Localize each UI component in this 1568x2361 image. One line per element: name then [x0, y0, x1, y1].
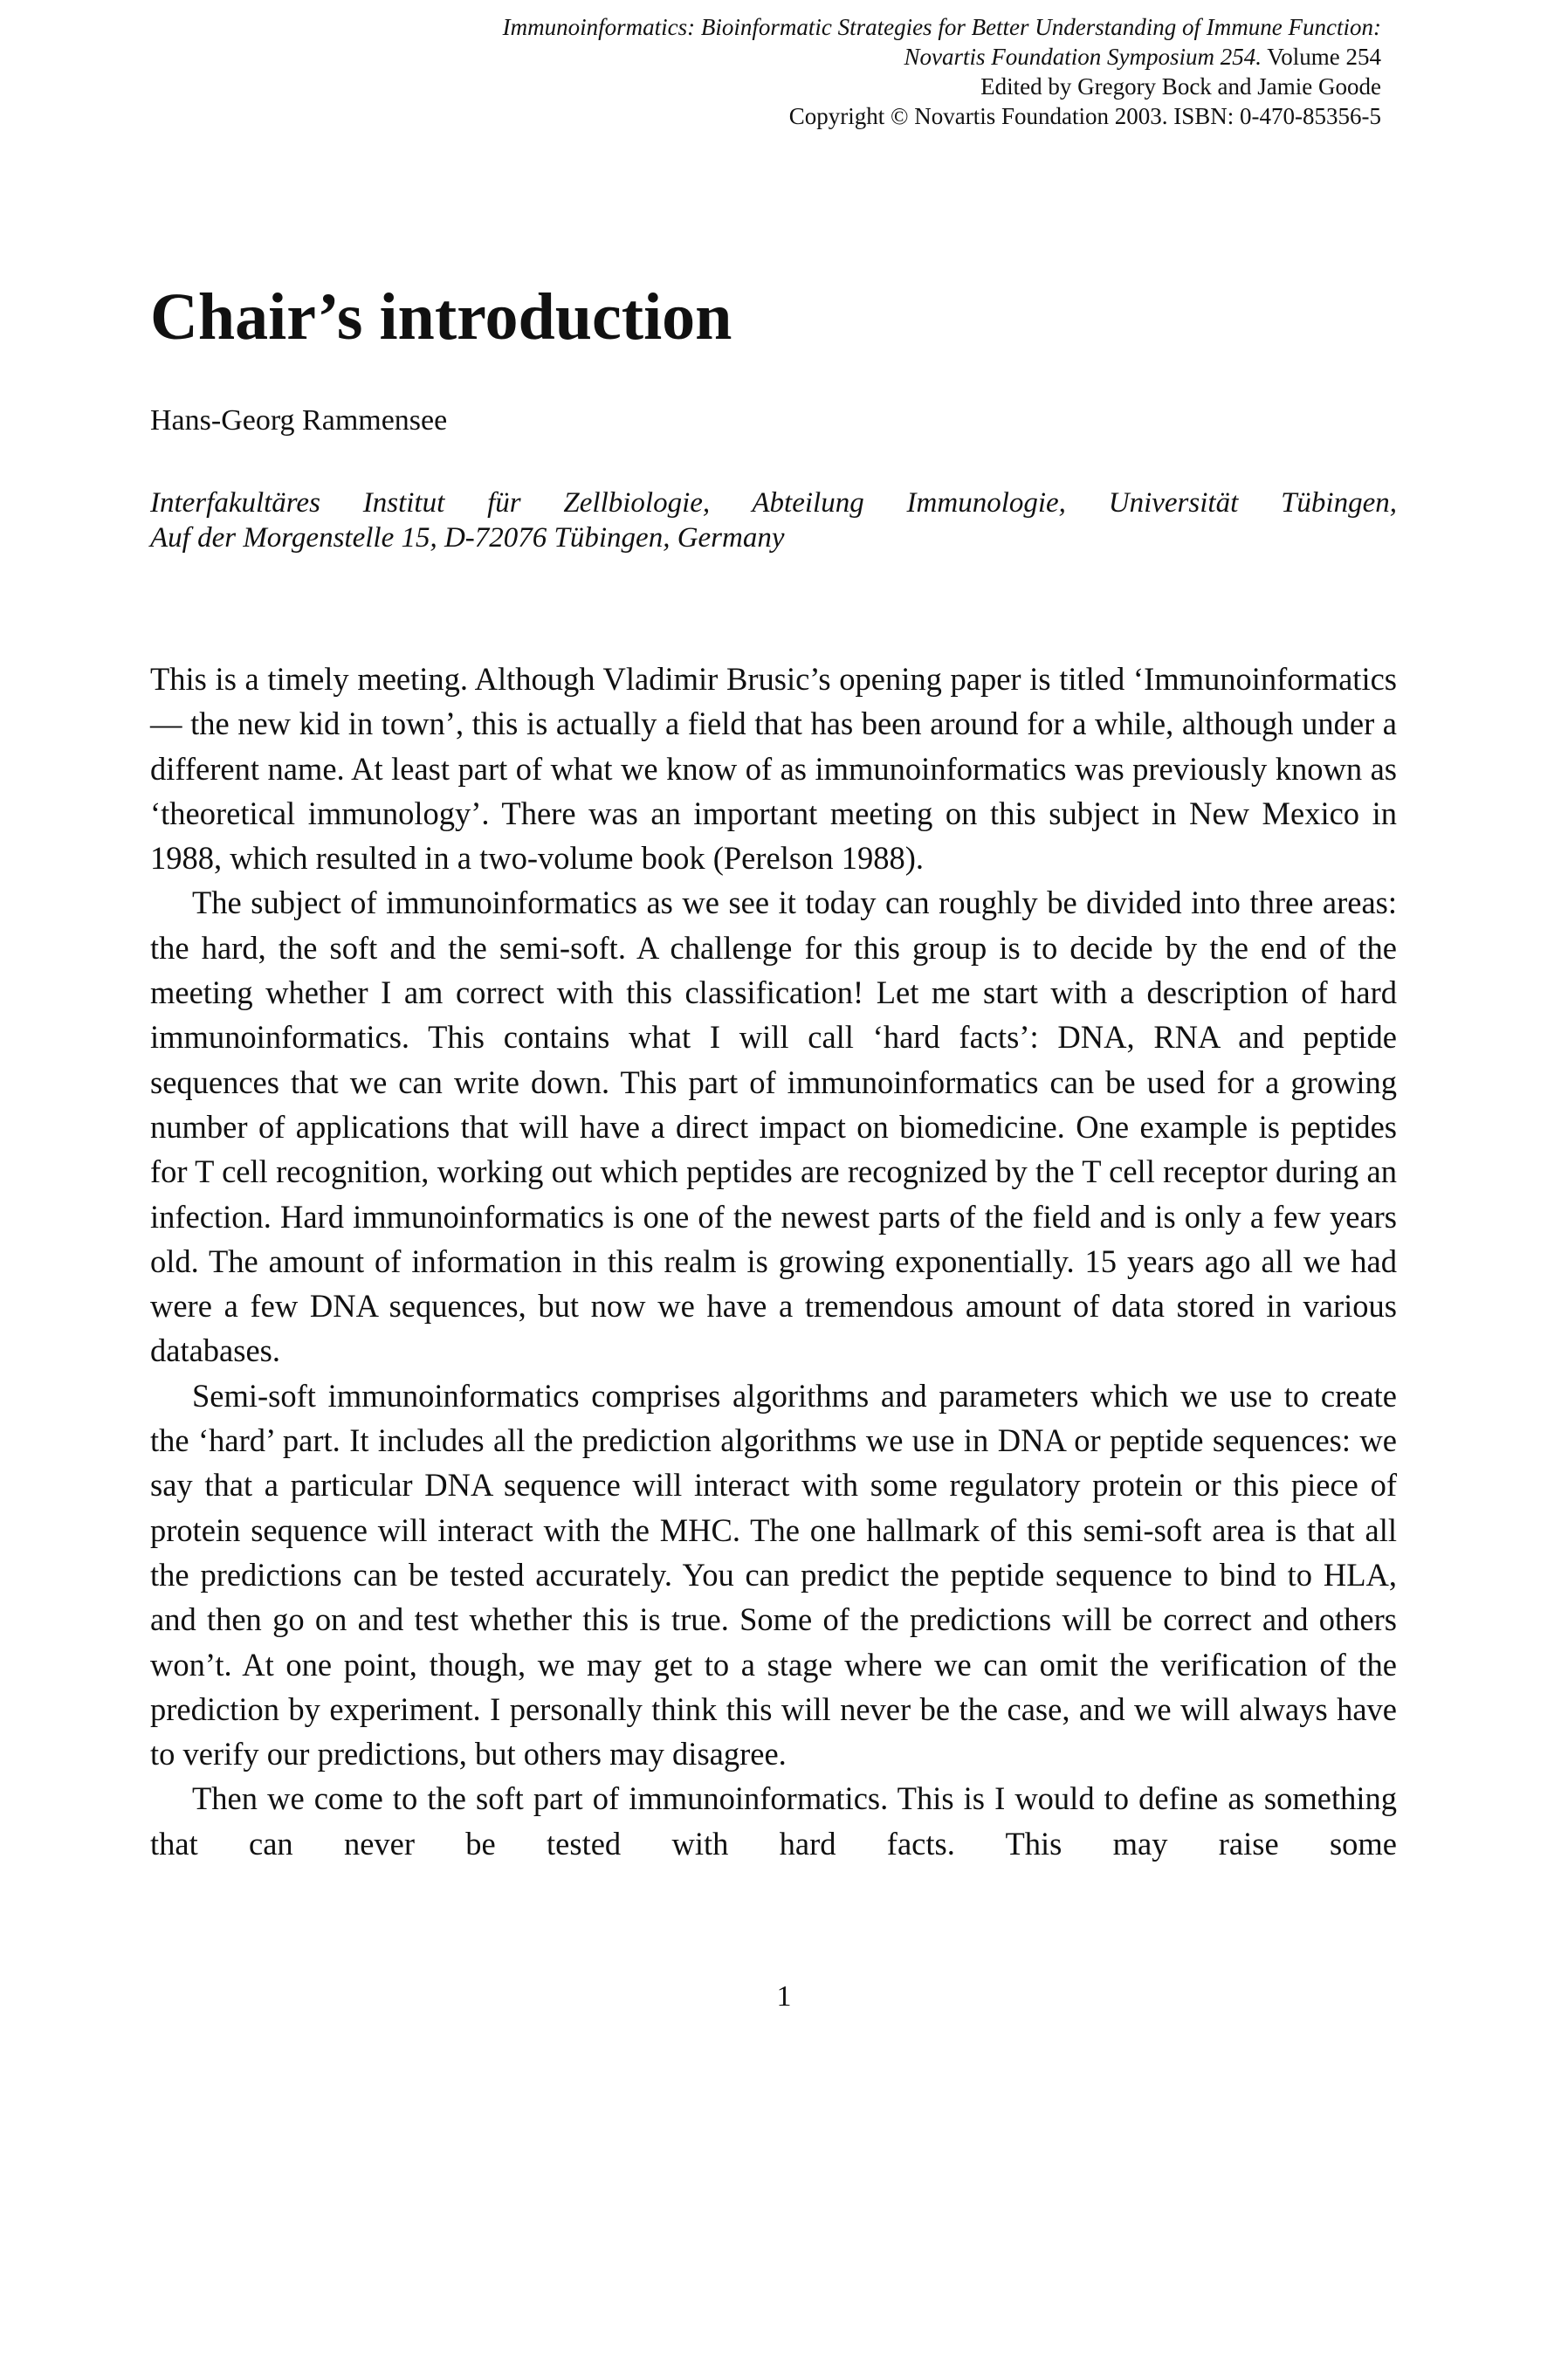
running-header	[503, 12, 1381, 131]
page-number: 1	[776, 1980, 792, 2013]
author-name: Hans-Georg Rammensee	[150, 404, 448, 437]
author-affiliation	[150, 485, 1397, 555]
body-paragraph: Semi-soft immunoinformatics comprises algorithms and parameters which we use to create the ‘hard’ part. It includes all the prediction algorithms we use in DNA or peptide sequences: we say that a particular DNA sequence will interact with some regulatory protein or this piece of protein sequence will interact with the MHC. The one hallmark of this semi-soft area is that all the predictions can be tested accurately. You can predict the peptide sequence to bind to HLA, and then go on and test whether this is true. Some of the predictions will be correct and others won’t. At one point, though, we may get to a stage where we can omit the verification of the prediction by experiment. I personally think this will never be the case, and we will always have to verify our predictions, but others may disagree.	[150, 1377, 1397, 1772]
body-paragraph: Then we come to the soft part of immunoinformatics. This is I would to define as something that can never be tested with hard facts. This may raise some	[150, 1780, 1397, 1862]
body-paragraph: The subject of immunoinformatics as we see it today can roughly be divided into three areas: the hard, the soft and the semi-soft. A challenge for this group is to decide by the end of the meeting whether I am correct with this classification! Let me start with a description of hard immunoinformatics. This contains what I will call ‘hard facts’: DNA, RNA and peptide sequences that we can write down. This part of immunoinformatics can be used for a growing number of applications that will have a direct impact on biomedicine. One example is peptides for T cell recognition, working out which peptides are recognized by the T cell receptor during an infection. Hard immunoinformatics is one of the newest parts of the field and is only a few years old. The amount of information in this realm is growing exponentially. 15 years ago all we had were a few DNA sequences, but now we have a tremendous amount of data stored in various databases.	[150, 885, 1397, 1369]
article-body	[150, 657, 1397, 1866]
affiliation-line-2: Auf der Morgenstelle 15, D-72076 Tübingen, Germany	[150, 522, 785, 554]
book-title-line: Immunoinformatics: Bioinformatic Strategies for Better Understanding of Immune Function:	[502, 14, 1381, 40]
affiliation-line-1: Interfakultäres Institut für Zellbiologie, Abteilung Immunologie, Universität Tübingen,	[150, 487, 1397, 519]
volume-label: Volume 254	[1261, 44, 1381, 70]
symposium-line	[503, 42, 1381, 72]
symposium-name: Novartis Foundation Symposium 254.	[904, 44, 1262, 70]
body-paragraph: This is a timely meeting. Although Vladimir Brusic’s opening paper is titled ‘Immunoinformatics — the new kid in town’, this is actually a field that has been around for a while, although under a different name. At least part of what we know of as immunoinformatics was previously known as ‘theoretical immunology’. There was an important meeting on this subject in New Mexico in 1988, which resulted in a two-volume book (Perelson 1988).	[150, 661, 1397, 877]
editors-line: Edited by Gregory Bock and Jamie Goode	[980, 73, 1381, 100]
copyright-line: Copyright © Novartis Foundation 2003. ISBN: 0-470-85356-5	[788, 103, 1381, 129]
article-title: Chair’s introduction	[150, 280, 732, 354]
